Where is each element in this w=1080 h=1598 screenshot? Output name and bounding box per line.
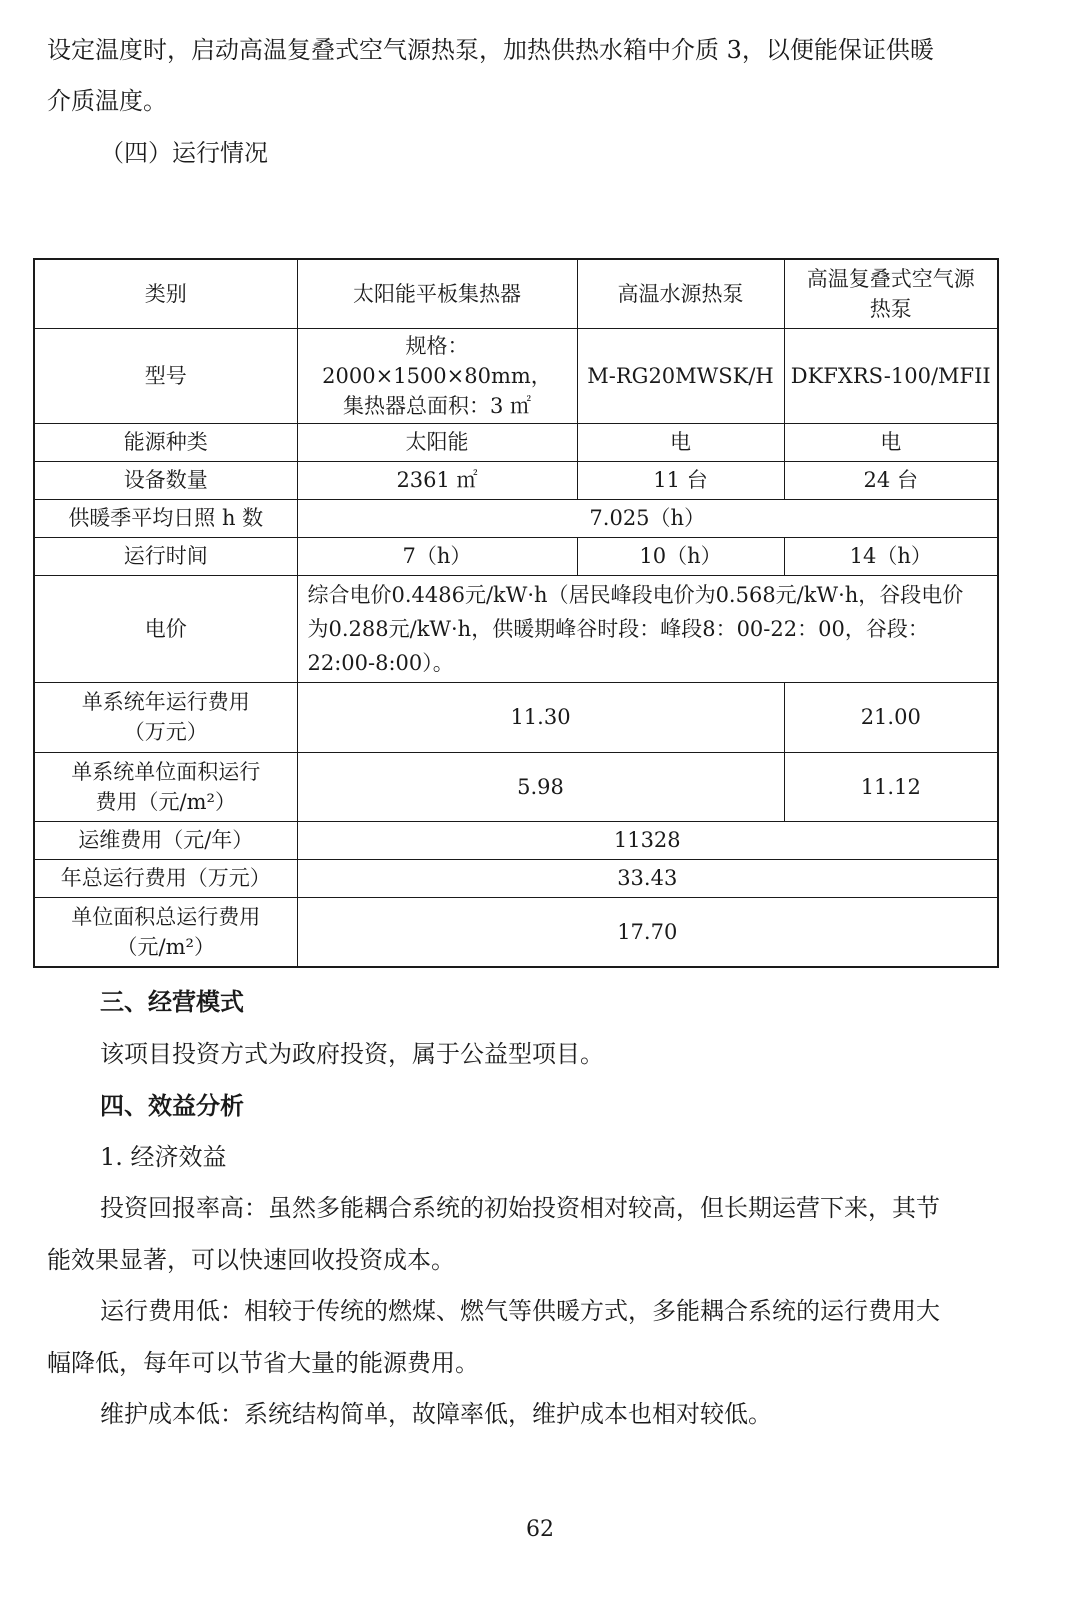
cell-line: 22:00-8:00）。 [307,650,454,675]
table-cell: 电价 [34,575,297,682]
table-cell: 2361 ㎡ [297,461,577,499]
paragraph-line: 维护成本低：系统结构简单，故障率低，维护成本也相对较低。 [100,1400,772,1428]
table-cell [34,682,297,752]
table-cell: 24 台 [784,461,998,499]
table-cell: 电 [577,423,784,461]
paragraph-line: 投资回报率高：虽然多能耦合系统的初始投资相对较高，但长期运营下来，其节 [100,1194,940,1222]
table-cell: M-RG20MWSK/H [577,328,784,423]
paragraph-line: 设定温度时，启动高温复叠式空气源热泵，加热供热水箱中介质 3，以便能保证供暖 [47,36,934,64]
cell-line: 高温复叠式空气源 [806,266,975,291]
cell-line: （元/m²） [116,934,215,959]
table-cell: DKFXRS-100/MFII [784,328,998,423]
operation-table [33,258,999,968]
paragraph-line: 幅降低，每年可以节省大量的能源费用。 [47,1349,479,1377]
table-cell: 供暖季平均日照 h 数 [34,499,297,537]
table-cell: 高温水源热泵 [577,259,784,328]
cell-line: 规格：2000×1500×80mm， [322,333,552,388]
table-cell: 11 台 [577,461,784,499]
table-row [34,897,998,967]
table-cell: 11328 [297,821,998,859]
table-cell: 33.43 [297,859,998,897]
table-cell: 设备数量 [34,461,297,499]
table-cell [297,328,577,423]
paragraph-line: 运行费用低：相较于传统的燃煤、燃气等供暖方式，多能耦合系统的运行费用大 [100,1297,940,1325]
cell-line: 集热器总面积：3 ㎡ [342,393,532,418]
table-cell [297,575,998,682]
table-cell: 7（h） [297,537,577,575]
table-cell [34,897,297,967]
table-row [34,461,998,499]
paragraph-line: 介质温度。 [47,87,167,115]
table-cell [784,259,998,328]
table-cell: 类别 [34,259,297,328]
cell-line: 综合电价0.4486元/kW·h（居民峰段电价为0.568元/kW·h，谷段电价 [307,582,964,607]
table-row [34,328,998,423]
table-cell: 运行时间 [34,537,297,575]
section-heading: 四、效益分析 [100,1091,244,1120]
table-cell: 能源种类 [34,423,297,461]
cell-line: 单系统年运行费用 [81,690,250,714]
table-cell: 21.00 [784,682,998,752]
subheading: 1. 经济效益 [100,1143,227,1171]
paragraph-line: 能效果显著，可以快速回收投资成本。 [47,1246,455,1274]
table-cell: 5.98 [297,752,784,821]
table-cell: 电 [784,423,998,461]
table-cell [34,752,297,821]
table-cell: 17.70 [297,897,998,967]
cell-line: 单位面积总运行费用 [71,904,261,929]
table-row [34,537,998,575]
section-heading: 三、经营模式 [100,987,244,1016]
table-cell: 年总运行费用（万元） [34,859,297,897]
paragraph-line: 该项目投资方式为政府投资，属于公益型项目。 [100,1040,604,1068]
table-row [34,423,998,461]
page-number: 62 [526,1517,554,1542]
cell-line: 热泵 [869,296,912,321]
table-row [34,752,998,821]
table-row [34,575,998,682]
cell-line: 费用（元/m²） [95,789,236,814]
table-row [34,682,998,752]
table-cell: 运维费用（元/年） [34,821,297,859]
section-heading: （四）运行情况 [100,139,268,167]
cell-line: 单系统单位面积运行 [71,759,261,784]
table-cell: 太阳能平板集热器 [297,259,577,328]
table-row [34,821,998,859]
cell-line: （万元） [123,720,208,744]
table-row [34,859,998,897]
table-row [34,259,998,328]
table-cell: 11.12 [784,752,998,821]
table-cell: 14（h） [784,537,998,575]
table-cell: 11.30 [297,682,784,752]
cell-line: 为0.288元/kW·h，供暖期峰谷时段：峰段8：00-22：00，谷段： [307,616,929,641]
table-cell: 型号 [34,328,297,423]
table-row [34,499,998,537]
table-cell: 7.025（h） [297,499,998,537]
table-cell: 太阳能 [297,423,577,461]
table-cell: 10（h） [577,537,784,575]
